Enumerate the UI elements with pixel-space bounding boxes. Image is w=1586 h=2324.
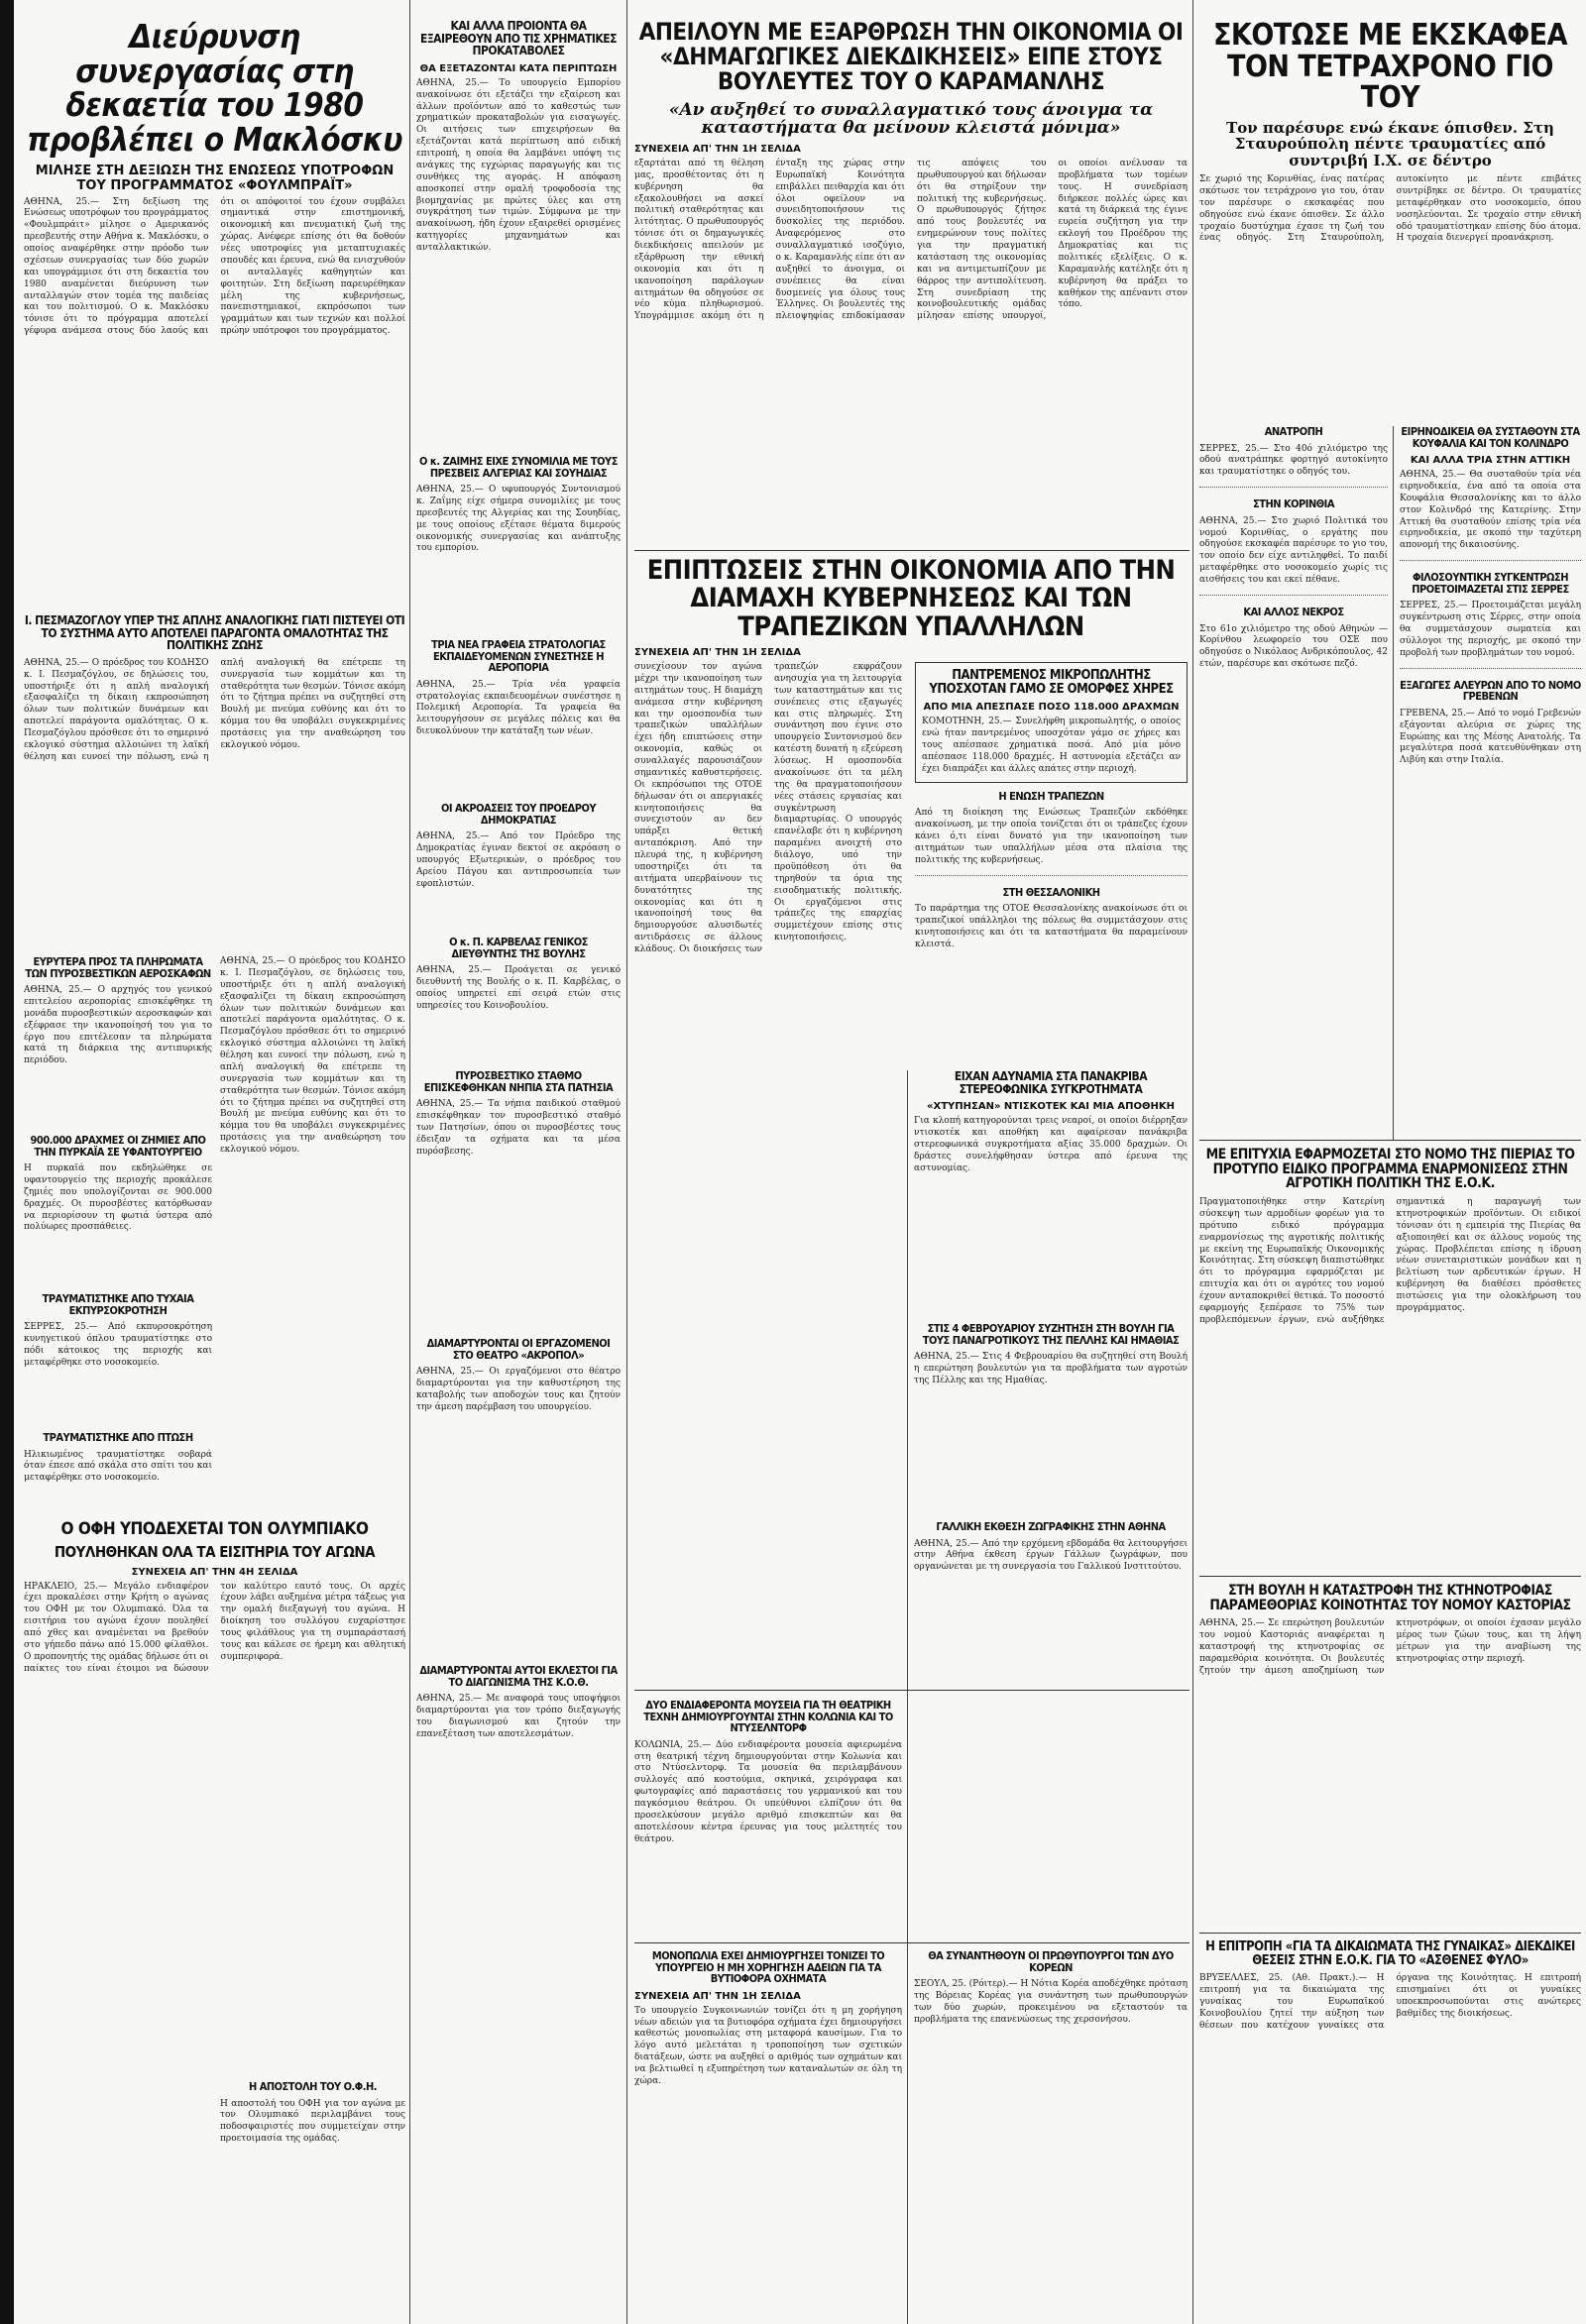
article-ofi: [24, 1521, 405, 2076]
divider: [1400, 668, 1581, 672]
headline: ΜΕ ΕΠΙΤΥΧΙΑ ΕΦΑΡΜΟΖΕΤΑΙ ΣΤΟ ΝΟΜΟ ΤΗΣ ΠΙΕΡΙΑΣ ΤΟ ΠΡΟΤΥΠΟ ΕΙΔΙΚΟ ΠΡΟΓΡΑΜΜΑ ΕΝΑΡΜΟΝΙΣΕΩΣ ΣΤΗΝ ΑΓΡΟΤΙΚΗ ΠΟΛΙΤΙΚΗ ΤΗΣ Ε.Ο.Κ.: [1205, 1148, 1575, 1192]
article-body: εξαρτάται από τη θέληση μας, προσθέτοντας ότι η κυβέρνηση θα εξακολουθήσει να ασκεί πολιτική σταθερότητας και λιτότητας. Ο πρωθυπουργός τόνισε ότι οι δημαγωγικές διεκδικήσεις απειλούν με εξάρθρωση την εθνική οικονομία και ότι η ικανοποίηση παράλογων αιτημάτων θα οδηγούσε σε νέο κύμα πληθωρισμού. Υπογράμμισε ακόμη ότι η ένταξη της χώρας στην Ευρωπαϊκή Κοινότητα επιβάλλει πειθαρχία και ότι όλοι οφείλουν να συνειδητοποιήσουν τις δυσκολίες της περιόδου. Αναφερόμενος στο συναλλαγματικό ισοζύγιο, ο κ. Καραμανλής είπε ότι αν αυξηθεί το άνοιγμα, οι συνέπειες θα είναι δυσμενείς για όλους τους Έλληνες. Οι βουλευτές της πλειοψηφίας επιδοκίμασαν τις απόψεις του πρωθυπουργού και δήλωσαν ότι θα στηρίξουν την πολιτική της κυβερνήσεως. Ο πρωθυπουργός ζήτησε από τους βουλευτές να ενημερώνουν τους πολίτες για την πραγματική κατάσταση της οικονομίας και να αντιμετωπίζουν με θάρρος την αντιπολίτευση. Στη συνεδρίαση της κοινοβουλευτικής ομάδας μίλησαν επίσης υπουργοί, οι οποίοι ανέλυσαν τα προβλήματα των τομέων τους. Η συνεδρίαση διήρκεσε πολλές ώρες και κατά τη διάρκειά της έγινε ευρεία συζήτηση για την εκλογή του Προέδρου της Δημοκρατίας και τις πολιτικές εξελίξεις. Ο κ. Καραμανλής κατέληξε ότι η κυβέρνηση θα πράξει το καθήκον της απέναντι στον τόπο.: [634, 158, 1188, 322]
headline-alevra: ΕΞΑΓΩΓΕΣ ΑΛΕΥΡΩΝ ΑΠΟ ΤΟ ΝΟΜΟ ΓΡΕΒΕΝΩΝ: [1400, 678, 1581, 704]
headline: ΜΟΝΟΠΩΛΙΑ ΕΧΕΙ ΔΗΜΙΟΥΡΓΗΣΕΙ ΤΟΝΙΖΕΙ ΤΟ ΥΠΟΥΡΓΕΙΟ Η ΜΗ ΧΟΡΗΓΗΣΗ ΑΔΕΙΩΝ ΓΙΑ ΤΑ ΒΥΤΙΟΦΟΡΑ ΟΧΗΜΑΤΑ: [651, 1950, 885, 1986]
article-body: ΚΟΜΟΤΗΝΗ, 25.— Συνελήφθη μικροπωλητής, ο οποίος ενώ ήταν παντρεμένος υποσχόταν γάμο σε χήρες και τους απέσπασε χρηματικά ποσά. Από μία μόνο απέσπασε 118.000 δραχμές. Η αστυνομία εξετάζει αν έχει διαπράξει και άλλες απάτες στην περιοχή.: [922, 717, 1181, 774]
divider: [1199, 487, 1388, 491]
article-body: Πραγματοποιήθηκε στην Κατερίνη σύσκεψη των αρμοδίων φορέων για το πρότυπο ειδικό πρόγραμμα εναρμονίσεως της αγροτικής πολιτικής με εκείνη της Ευρωπαϊκής Οικονομικής Κοινότητας. Στη σύσκεψη διαπιστώθηκε ότι το πρόγραμμα εφαρμόζεται με επιτυχία και ότι οι αγρότες του νομού έχουν ανταποκριθεί θετικά. Το ποσοστό εφαρμογής ξεπέρασε το 75% των προβλεπόμενων έργων, ενώ αυξήθηκε σημαντικά η παραγωγή των κτηνοτροφικών προϊόντων. Οι ειδικοί τόνισαν ότι η εμπειρία της Πιερίας θα αξιοποιηθεί και σε άλλους νομούς της χώρας. Προβλέπεται επίσης η ίδρυση νέων συνεταιριστικών μονάδων και η βελτίωση των αρδευτικών έργων. Η κυβέρνηση θα διαθέσει πρόσθετες πιστώσεις για την ολοκλήρωση του προγράμματος.: [1199, 1197, 1581, 1325]
continuation-note: ΣΥΝΕΧΕΙΑ ΑΠ' ΤΗΝ 4Η ΣΕΛΙΔΑ: [131, 1566, 298, 1578]
article-pieria: [1199, 1148, 1581, 1572]
headline: Η ΑΠΟΣΤΟΛΗ ΤΟΥ Ο.Φ.Η.: [248, 2081, 378, 2093]
article-pyrosvestikos: [416, 1070, 621, 1328]
side-stories: [915, 662, 1188, 951]
article-panakrivia: [914, 1070, 1188, 1313]
article-body-korinthia: ΑΘΗΝΑ, 25.— Στο χωριό Πολιτικά του νομού Κορινθίας, ο εργάτης που οδηγούσε εκσκαφέα παρέσυρε το γιο του, τον οποίο δεν είχε αντιληφθεί. Το παιδί μεταφέρθηκε στο νοσοκομείο χωρίς τις αισθήσεις του και εκεί πέθανε.: [1199, 515, 1388, 586]
article-akropoli: [416, 1338, 621, 1655]
article-body-enosi: Από τη διοίκηση της Ενώσεως Τραπεζών εκδόθηκε ανακοίνωση, με την οποία τονίζεται ότι οι τράπεζες έχουν κάνει ό,τι είναι δυνατό για την ικανοποίηση των αιτημάτων των υπαλλήλων μέσα στα πλαίσια της πολιτικής της κυβερνήσεως.: [915, 808, 1188, 865]
article-body: ΑΘΗΝΑ, 25.— Το υπουργείο Εμπορίου ανακοίνωσε ότι εξετάζει την εξαίρεση και άλλων προϊόντων από το καθεστώς των χρηματικών προκαταβολών για εισαγωγές. Οι αιτήσεις των επιχειρήσεων θα εξετάζονται κατά περίπτωση από ειδική επιτροπή, η οποία θα λαμβάνει υπόψη τις ανάγκες της εγχώριας παραγωγής και τις συνθήκες της αγοράς. Η απόφαση αποσκοπεί στην ομαλή τροφοδοσία της βιομηχανίας με πρώτες ύλες και στη συγκράτηση των τιμών. Σύμφωνα με την ανακοίνωση, ήδη έχουν εξαιρεθεί ορισμένες κατηγορίες μηχανημάτων και ανταλλακτικών.: [416, 77, 621, 254]
kicker: «ΧΤΥΠΗΣΑΝ» ΝΤΙΣΚΟΤΕΚ ΚΑΙ ΜΙΑ ΑΠΟΘΗΚΗ: [927, 1101, 1175, 1113]
headline-enosi: Η ΕΝΩΣΗ ΤΡΑΠΕΖΩΝ: [998, 789, 1104, 803]
column-rule: [1393, 426, 1394, 1140]
headline: ΔΙΑΜΑΡΤΥΡΟΝΤΑΙ ΟΙ ΕΡΓΑΖΟΜΕΝΟΙ ΣΤΟ ΘΕΑΤΡΟ «ΑΚΡΟΠΟΛ»: [426, 1338, 611, 1362]
article-body: ΑΘΗΝΑ, 25.— Με αναφορά τους υποψήφιοι διαμαρτύρονται για τον τρόπο διεξαγωγής του διαγωνισμού και ζητούν την επανεξέταση των αποτελεσμάτων.: [416, 1694, 621, 1739]
continuation-note: ΣΥΝΕΧΕΙΑ ΑΠ' ΤΗΝ 1Η ΣΕΛΙΔΑ: [634, 143, 801, 155]
article-body: συνεχίσουν τον αγώνα μέχρι την ικανοποίηση των αιτημάτων τους. Η διαμάχη ανάμεσα στην κυβέρνηση και την ομοσπονδία των τραπεζικών υπαλλήλων έχει ήδη επιπτώσεις στην οικονομία, καθώς οι συναλλαγές παρουσιάζουν σημαντικές καθυστερήσεις. Οι εκπρόσωποι της ΟΤΟΕ δήλωσαν ότι οι απεργιακές κινητοποιήσεις θα συνεχιστούν αν δεν υπάρξει θετική ανταπόκριση. Από την πλευρά της, η κυβέρνηση υποστηρίζει ότι τα αιτήματα υπερβαίνουν τις δυνατότητες της οικονομίας και ότι η ικανοποίησή τους θα δημιουργούσε αλυσιδωτές αντιδράσεις σε άλλους κλάδους. Οι διοικήσεις των τραπεζών εκφράζουν ανησυχία για τη λειτουργία των καταστημάτων και τις συνέπειες στις εξαγωγές και στις πληρωμές. Στη συνάντηση που έγινε στο υπουργείο Συντονισμού δεν κατέστη δυνατή η εξεύρεση λύσεως. Η ομοσπονδία ανακοίνωσε ότι τα μέλη της θα πραγματοποιήσουν νέες στάσεις εργασίας και συγκέντρωση διαμαρτυρίας. Ο υπουργός επανέλαβε ότι η κυβέρνηση παραμένει ανοιχτή στο διάλογο, υπό την προϋπόθεση ότι θα τηρηθούν τα όρια της εισοδηματικής πολιτικής. Οι εργαζόμενοι στις τράπεζες της επαρχίας συμμετέχουν επίσης στις κινητοποιήσεις.: [634, 662, 902, 955]
headline: ΕΙΧΑΝ ΑΔΥΝΑΜΙΑ ΣΤΑ ΠΑΝΑΚΡΙΒΑ ΣΤΕΡΕΟΦΩΝΙΚΑ ΣΥΓΚΡΟΤΗΜΑΤΑ: [954, 1070, 1148, 1096]
headline: ΔΥΟ ΕΝΔΙΑΦΕΡΟΝΤΑ ΜΟΥΣΕΙΑ ΓΙΑ ΤΗ ΘΕΑΤΡΙΚΗ ΤΕΧΝΗ ΔΗΜΙΟΥΡΓΟΥΝΤΑΙ ΣΤΗΝ ΚΟΛΩΝΙΑ ΚΑΙ ΤΟ ΝΤΥΣΕΛΝΤΟΡΦ: [643, 1700, 893, 1735]
headline: ΑΠΕΙΛΟΥΝ ΜΕ ΕΞΑΡΘΡΩΣΗ ΤΗΝ ΟΙΚΟΝΟΜΙΑ ΟΙ «ΔΗΜΑΓΩΓΙΚΕΣ ΔΙΕΚΔΙΚΗΣΕΙΣ» ΕΙΠΕ ΣΤΟΥΣ ΒΟΥΛΕΥΤΕΣ ΤΟΥ Ο ΚΑΡΑΜΑΝΛΗΣ: [638, 20, 1184, 96]
kicker: ΑΠΟ ΜΙΑ ΑΠΕΣΠΑΣΕ ΠΟΣΟ 118.000 ΔΡΑΧΜΩΝ: [923, 702, 1180, 714]
article-body: ΒΡΥΞΕΛΛΕΣ, 25. (Αθ. Πρακτ.).— Η επιτροπή για τα δικαιώματα της γυναίκας του Ευρωπαϊκού Κοινοβουλίου ζητεί την αύξηση των θέσεων που κατέχουν γυναίκες στα όργανα της Κοινότητας. Η επιτροπή επισημαίνει ότι οι γυναίκες υποεκπροσωπούνται στις ανώτερες βαθμίδες της διοικήσεως.: [1199, 1973, 1581, 2031]
subheadline: ΜΙΛΗΣΕ ΣΤΗ ΔΕΞΙΩΣΗ ΤΗΣ ΕΝΩΣΕΩΣ ΥΠΟΤΡΟΦΩΝ ΤΟΥ ΠΡΟΓΡΑΜΜΑΤΟΣ «ΦΟΥΛΜΠΡΑΪΤ»: [35, 163, 395, 193]
headline: ΘΑ ΣΥΝΑΝΤΗΘΟΥΝ ΟΙ ΠΡΩΘΥΠΟΥΡΓΟΙ ΤΩΝ ΔΥΟ ΚΟΡΕΩΝ: [928, 1950, 1174, 1974]
article-body: Για κλοπή κατηγορούνται τρεις νεαροί, οι οποίοι διέρρηξαν ντισκοτέκ και αποθήκη και αφαίρεσαν πανάκριβα στερεοφωνικά συγκροτήματα αξίας 35.000 δραχμών. Οι δράστες συνελήφθησαν ύστερα από έρευνα της αστυνομίας.: [914, 1116, 1188, 1173]
article-separator: [634, 550, 1190, 551]
headline: ΤΡΑΥΜΑΤΙΣΤΗΚΕ ΑΠΟ ΤΥΧΑΙΑ ΕΚΠΥΡΣΟΚΡΟΤΗΣΗ: [42, 1293, 194, 1317]
divider: [915, 875, 1188, 879]
headline-filologiki: ΦΙΛΟΣΟΥΝΤΙΚΗ ΣΥΓΚΕΝΤΡΩΣΗ ΠΡΟΕΤΟΙΜΑΖΕΤΑΙ ΣΤΙΣ ΣΕΡΡΕΣ: [1412, 571, 1569, 596]
page-spine: [0, 0, 14, 2324]
subheadline: ΠΟΥΛΗΘΗΚΑΝ ΟΛΑ ΤΑ ΕΙΣΙΤΗΡΙΑ ΤΟΥ ΑΓΩΝΑ: [54, 1542, 376, 1561]
article-separator: [634, 1942, 1190, 1943]
article-skotose: [1199, 20, 1581, 421]
article-separator: [1199, 1933, 1581, 1934]
article-body: ΑΘΗΝΑ, 25.— Ο πρόεδρος του ΚΟΔΗΣΟ κ. Ι. Πεσμαζόγλου, σε δηλώσεις του, υποστήριξε ότι η απλή αναλογική εξασφαλίζει τη δίκαιη εκπροσώπηση όλων των πολιτικών δυνάμεων και αποτελεί παράγοντα ομαλότητας. Ο κ. Πεσμαζόγλου πρόσθεσε ότι το σημερινό εκλογικό σύστημα αλλοιώνει τη λαϊκή θέληση και ευνοεί την πόλωση, ενώ η απλή αναλογική θα επέτρεπε τη συνεργασία των κομμάτων και τη σταθερότητα των θεσμών. Τόνισε ακόμη ότι το ζήτημα πρέπει να συζητηθεί στη Βουλή με πνεύμα ευθύνης και ότι το κόμμα του θα υποβάλει συγκεκριμένες προτάσεις για την αναθεώρηση του εκλογικού νόμου.: [220, 956, 405, 1155]
article-separator: [1199, 1140, 1581, 1141]
article-body: Ηλικιωμένος τραυματίστηκε σοβαρά όταν έπεσε από σκάλα στο σπίτι του και μεταφέρθηκε στο νοσοκομείο.: [24, 1449, 212, 1484]
article-body: ΑΘΗΝΑ, 25.— Σε επερώτηση βουλευτών του νομού Καστοριάς αναφέρεται η καταστροφή της κτηνοτροφίας σε παραμεθόρια κοινότητα. Οι βουλευτές ζητούν την άμεση αποζημίωση των κτηνοτρόφων, οι οποίοι έχασαν μεγάλο μέρος των ζώων τους, και τη λήψη μέτρων για την αναβίωση της κτηνοτροφίας στην περιοχή.: [1199, 1618, 1581, 1676]
article-karamanlis: [634, 20, 1188, 543]
headline: ΣΤΙΣ 4 ΦΕΒΡΟΥΑΡΙΟΥ ΣΥΖΗΤΗΣΗ ΣΤΗ ΒΟΥΛΗ ΓΙΑ ΤΟΥΣ ΠΑΝΑΓΡΟΤΙΚΟΥΣ ΤΗΣ ΠΕΛΛΗΣ ΚΑΙ ΗΜΑΘΙΑΣ: [922, 1323, 1180, 1347]
headline: ΠΑΝΤΡΕΜΕΝΟΣ ΜΙΚΡΟΠΩΛΗΤΗΣ ΥΠΟΣΧΟΤΑΝ ΓΑΜΟ ΣΕ ΟΜΟΡΦΕΣ ΧΗΡΕΣ: [929, 668, 1174, 697]
headline: Η ΕΠΙΤΡΟΠΗ «ΓΙΑ ΤΑ ΔΙΚΑΙΩΜΑΤΑ ΤΗΣ ΓΥΝΑΙΚΑΣ» ΔΙΕΚΔΙΚΕΙ ΘΕΣΕΙΣ ΣΤΗΝ Ε.Ο.Κ. ΓΙΑ ΤΟ «ΑΣΘΕΝΕΣ ΦΥΛΟ»: [1205, 1940, 1575, 1968]
article-pella: [914, 1323, 1188, 1511]
headline: ΕΥΡΥΤΕΡΑ ΠΡΟΣ ΤΑ ΠΛΗΡΩΜΑΤΑ ΤΩΝ ΠΥΡΟΣΒΕΣΤΙΚΩΝ ΑΕΡΟΣΚΑΦΩΝ: [25, 956, 211, 980]
continuation-note: ΣΥΝΕΧΕΙΑ ΑΠ' ΤΗΝ 1Η ΣΕΛΙΔΑ: [634, 647, 801, 659]
article-body: ΚΟΛΩΝΙΑ, 25.— Δύο ενδιαφέροντα μουσεία αφιερωμένα στη θεατρική τέχνη δημιουργούνται στην Κολωνία και στο Ντύσελντορφ. Τα μουσεία θα περιλαμβάνουν συλλογές από κοστούμια, σκηνικά, χειρόγραφα και φωτογραφίες από παραστάσεις του γερμανικού και του παγκόσμιου θεάτρου. Οι υπεύθυνοι ελπίζουν ότι θα προσελκύσουν μεγάλο αριθμό επισκεπτών και θα αποτελέσουν κέντρα έρευνας για τους μελετητές του θεάτρου.: [634, 1739, 902, 1844]
article-koreia: [914, 1950, 1188, 2317]
article-body: ΑΘΗΝΑ, 25.— Ο υφυπουργός Συντονισμού κ. Ζαΐμης είχε σήμερα συνομιλίες με τους πρεσβευτές της Αλγερίας και της Σουηδίας, με τους οποίους εξέτασε θέματα διμερούς οικονομικής συνεργασίας και ανάπτυξης του εμπορίου.: [416, 485, 621, 554]
article-body-nekros: Στο 61ο χιλιόμετρο της οδού Αθηνών — Κορίνθου λεωφορείο του ΟΣΕ που οδηγούσε ο Νικόλαος Ανδρικόπουλος, 42 ετών, παρέσυρε και σκότωσε πεζό.: [1199, 623, 1388, 670]
article-body: Σε χωριό της Κορινθίας, ένας πατέρας σκότωσε τον τετράχρονο γιο του, όταν τον παρέσυρε ο εκσκαφέας που οδηγούσε ενώ έκανε όπισθεν. Σε άλλο τροχαίο δυστύχημα έχασε τη ζωή του ένας οδηγός. Στη Σταυρούπολη, αυτοκίνητο με πέντε επιβάτες συντρίβηκε σε δέντρο. Οι τραυματίες μεταφέρθηκαν στο νοσοκομείο, όπου νοσηλεύονται. Σε τροχαίο στην εθνική οδό τραυματίστηκαν επίσης δύο άτομα. Η τροχαία διενεργεί προανάκριση.: [1199, 174, 1581, 244]
article-body: ΑΘΗΝΑ, 25.— Τα νήπια παιδικού σταθμού επισκέφθηκαν τον πυροσβεστικό σταθμό των Πατησίων, όπου οι πυροσβέστες τους έδειξαν τα οχήματα και τα μέσα πυρόσβεσης.: [416, 1099, 621, 1157]
article-travmatismos-2: [24, 1432, 212, 1511]
headline: 900.000 ΔΡΑΧΜΕΣ ΟΙ ΖΗΜΙΕΣ ΑΠΟ ΤΗΝ ΠΥΡΚΑΪΑ ΣΕ ΥΦΑΝΤΟΥΡΓΕΙΟ: [30, 1135, 206, 1159]
article-body: ΣΕΡΡΕΣ, 25.— Από εκπυρσοκρότηση κυνηγετικού όπλου τραυματίστηκε στο πόδι κάτοικος της περιοχής και μεταφέρθηκε στο νοσοκομείο.: [24, 1322, 212, 1368]
article-mouseia: [634, 1700, 902, 1937]
article-peismazoglou: [24, 614, 405, 951]
article-daneia-continuation: [220, 956, 405, 1511]
article-body: ΣΕΟΥΛ, 25. (Ρόιτερ).— Η Νότια Κορέα αποδέχθηκε πρόταση της Βόρειας Κορέας για συνάντηση των πρωθυπουργών των δύο χωρών, προκειμένου να εξεταστούν τα προβλήματα της επανενώσεως της χερσονήσου.: [914, 1979, 1188, 2025]
column-rule: [409, 0, 410, 2324]
article-body-filologiki: ΣΕΡΡΕΣ, 25.— Προετοιμάζεται μεγάλη συγκέντρωση στις Σέρρες, στην οποία θα συμμετάσχουν σωματεία και σύλλογοι της περιοχής, με σκοπό την προβολή των προβλημάτων του νομού.: [1400, 601, 1581, 658]
column-rule: [1192, 0, 1193, 2324]
subheadline: «Αν αυξηθεί το συναλλαγματικό τους άνοιγμα τα καταστήματα θα μείνουν κλειστά μόνιμα»: [668, 99, 1154, 139]
headline-eirinodikeia: ΕΙΡΗΝΟΔΙΚΕΙΑ ΘΑ ΣΥΣΤΑΘΟΥΝ ΣΤΑ ΚΟΥΦΑΛΙΑ ΚΑΙ ΤΟΝ ΚΟΛΙΝΔΡΟ: [1401, 426, 1580, 450]
article-body: ΑΘΗΝΑ, 25.— Από τον Πρόεδρο της Δημοκρατίας έγιναν δεκτοί σε ακρόαση ο υπουργός Εξωτερικών, ο πρόεδρος του Αρείου Πάγου και αντιπροσωπεία των εφοπλιστών.: [416, 831, 621, 889]
headline: Διεύρυνση συνεργασίας στη δεκαετία του 1980 προβλέπει ο Μακλόσκυ: [27, 20, 402, 159]
headline: Ο ΟΦΗ ΥΠΟΔΕΧΕΤΑΙ ΤΟΝ ΟΛΥΜΠΙΑΚΟ: [60, 1521, 369, 1539]
article-body-thessaloniki: Το παράρτημα της ΟΤΟΕ Θεσσαλονίκης ανακοίνωσε ότι οι τραπεζικοί υπάλληλοι της πόλεως θα συμμετάσχουν στις κινητοποιήσεις και ότι τα καταστήματα θα παραμείνουν κλειστά.: [915, 904, 1188, 949]
article-body: ΑΘΗΝΑ, 25.— Στις 4 Φεβρουαρίου θα συζητηθεί στη Βουλή η επερώτηση βουλευτών για τα προβλήματα των αγροτών της Πέλλης και της Ημαθίας.: [914, 1352, 1188, 1385]
kicker: ΘΑ ΕΞΕΤΑΖΟΝΤΑΙ ΚΑΤΑ ΠΕΡΙΠΤΩΣΗ: [419, 62, 618, 74]
headline: ΠΥΡΟΣΒΕΣΤΙΚΟ ΣΤΑΘΜΟ ΕΠΙΣΚΕΦΘΗΚΑΝ ΝΗΠΙΑ ΣΤΑ ΠΑΤΗΣΙΑ: [423, 1070, 614, 1094]
article-body-eirinodikeia: ΑΘΗΝΑ, 25.— Θα συσταθούν τρία νέα ειρηνοδικεία, ένα από τα οποία στα Κουφάλια Θεσσαλονίκης και το άλλο στον Κολινδρό της Κατερίνης. Στην Αττική θα συσταθούν επίσης τρία νέα ειρηνοδικεία, με σκοπό την ταχύτερη απονομή της δικαιοσύνης.: [1400, 470, 1581, 551]
headline: ΔΙΑΜΑΡΤΥΡΟΝΤΑΙ ΑΥΤΟΙ ΕΚΛΕΣΤΟΙ ΓΙΑ ΤΟ ΔΙΑΓΩΝΙΣΜΑ ΤΗΣ Κ.Ο.Θ.: [419, 1665, 618, 1689]
article-zaimis: [416, 456, 621, 629]
headline: Ο κ. Π. ΚΑΡΒΕΛΑΣ ΓΕΝΙΚΟΣ ΔΙΕΥΘΥΝΤΗΣ ΤΗΣ ΒΟΥΛΗΣ: [449, 937, 588, 960]
article-body-alevra: ΓΡΕΒΕΝΑ, 25.— Από το νομό Γρεβενών εξάγονται αλεύρια σε χώρες της Ευρώπης και της Μέσης Ανατολής. Τα μεγαλύτερα ποσά κατευθύνθηκαν στη Λιβύη και στην Ιταλία.: [1400, 708, 1581, 766]
article-body: Η πυρκαϊά που εκδηλώθηκε σε υφαντουργείο της περιοχής προκάλεσε ζημιές που υπολογίζονται σε 900.000 δραχμές. Οι πυροσβέστες κατόρθωσαν να περιορίσουν τη φωτιά ύστερα από πολύωρες προσπάθειες.: [24, 1163, 212, 1233]
kicker-eirinodikeia: ΚΑΙ ΑΛΛΑ ΤΡΙΑ ΣΤΗΝ ΑΤΤΙΚΗ: [1410, 455, 1571, 467]
article-travmatismos-1: [24, 1293, 212, 1422]
headline: ΓΑΛΛΙΚΗ ΕΚΘΕΣΗ ΖΩΓΡΑΦΙΚΗΣ ΣΤΗΝ ΑΘΗΝΑ: [936, 1521, 1166, 1533]
divider: [1400, 560, 1581, 564]
article-separator: [634, 1690, 1190, 1691]
headline-korinthia: ΣΤΗΝ ΚΟΡΙΝΘΙΑ: [1252, 498, 1335, 511]
headline-nekros: ΚΑΙ ΑΛΛΟΣ ΝΕΚΡΟΣ: [1243, 605, 1344, 618]
column-rule: [626, 0, 627, 2324]
headline-thessaloniki: ΣΤΗ ΘΕΣΣΑΛΟΝΙΚΗ: [1002, 885, 1100, 899]
article-body: ΑΘΗΝΑ, 25.— Οι εργαζόμενοι στο θέατρο διαμαρτύρονται για την καθυστέρηση της καταβολής των αποδοχών τους και ζητούν την άμεση παρέμβαση του υπουργείου.: [416, 1367, 621, 1412]
headline: ΟΙ ΑΚΡΟΑΣΕΙΣ ΤΟΥ ΠΡΟΕΔΡΟΥ ΔΗΜΟΚΡΑΤΙΑΣ: [440, 803, 597, 827]
article-galliki: [914, 1521, 1188, 1685]
article-body: ΑΘΗΝΑ, 25.— Από την ερχόμενη εβδομάδα θα λειτουργήσει στην Αθήνα έκθεση έργων Γάλλων ζωγράφων, που οργανώνεται με τη συνεργασία του Γαλλικού Ινστιτούτου.: [914, 1538, 1188, 1573]
headline: ΣΤΗ ΒΟΥΛΗ Η ΚΑΤΑΣΤΡΟΦΗ ΤΗΣ ΚΤΗΝΟΤΡΟΦΙΑΣ ΠΑΡΑΜΕΘΟΡΙΑΣ ΚΟΙΝΟΤΗΤΑΣ ΤΟΥ ΝΟΜΟΥ ΚΑΣΤΟΡΙΑΣ: [1209, 1584, 1571, 1613]
article-akroaseis: [416, 803, 621, 927]
headline: ΣΚΟΤΩΣΕ ΜΕ ΕΚΣΚΑΦΕΑ ΤΟΝ ΤΕΤΡΑΧΡΟΝΟ ΓΙΟ ΤΟΥ: [1212, 20, 1567, 115]
subheadline: Τον παρέσυρε ενώ έκανε όπισθεν. Στη Σταυρούπολη πέντε τραυματίες από συντριβή Ι.Χ. σε δέντρο: [1226, 118, 1554, 169]
article-body: Η αποστολή του ΟΦΗ για τον αγώνα με τον Ολυμπιακό περιλαμβάνει τους ποδοσφαιριστές που συμμετείχαν στην προετοιμασία της ομάδας.: [220, 2098, 405, 2145]
headline: Ι. ΠΕΣΜΑΖΟΓΛΟΥ ΥΠΕΡ ΤΗΣ ΑΠΛΗΣ ΑΝΑΛΟΓΙΚΗΣ ΓΙΑΤΙ ΠΙΣΤΕΥΕΙ ΟΤΙ ΤΟ ΣΥΣΤΗΜΑ ΑΥΤΟ ΑΠΟΤΕΛΕΙ ΠΑΡΑΓΟΝΤΑ ΟΜΑΛΟΤΗΤΑΣ ΤΗΣ ΠΟΛΙΤΙΚΗΣ ΖΩΗΣ: [24, 614, 405, 653]
headline: Ο κ. ΖΑΪΜΗΣ ΕΙΧΕ ΣΥΝΟΜΙΛΙΑ ΜΕ ΤΟΥΣ ΠΡΕΣΒΕΙΣ ΑΛΓΕΡΙΑΣ ΚΑΙ ΣΟΥΗΔΙΑΣ: [419, 456, 618, 480]
headline: ΕΠΙΠΤΩΣΕΙΣ ΣΤΗΝ ΟΙΚΟΝΟΜΙΑ ΑΠΟ ΤΗΝ ΔΙΑΜΑΧΗ ΚΥΒΕΡΝΗΣΕΩΣ ΚΑΙ ΤΩΝ ΤΡΑΠΕΖΙΚΩΝ ΥΠΑΛΛΗΛΩΝ: [646, 557, 1176, 642]
right-subcolumn-left: [1199, 426, 1388, 1135]
headline: ΤΡΑΥΜΑΤΙΣΤΗΚΕ ΑΠΟ ΠΤΩΣΗ: [43, 1432, 193, 1444]
article-daneia: [416, 20, 621, 446]
headline: ΚΑΙ ΑΛΛΑ ΠΡΟΪΟΝΤΑ ΘΑ ΕΞΑΙΡΕΘΟΥΝ ΑΠΟ ΤΙΣ ΧΡΗΜΑΤΙΚΕΣ ΠΡΟΚΑΤΑΒΟΛΕΣ: [419, 20, 618, 58]
article-body: ΑΘΗΝΑ, 25.— Ο αρχηγός του γενικού επιτελείου αεροπορίας επισκέφθηκε τη μονάδα πυροσβεστικών αεροσκαφών και εξέφρασε την ικανοποίησή του για το έργο που επιτέλεσαν τα πληρώματα κατά τη διάρκεια της αντιπυρικής περιόδου.: [24, 985, 212, 1066]
article-body: ΑΘΗΝΑ, 25.— Ο πρόεδρος του ΚΟΔΗΣΟ κ. Ι. Πεσμαζόγλου, σε δηλώσεις του, υποστήριξε ότι η απλή αναλογική εξασφαλίζει τη δίκαιη εκπροσώπηση όλων των πολιτικών δυνάμεων και αποτελεί παράγοντα ομαλότητας. Ο κ. Πεσμαζόγλου πρόσθεσε ότι το σημερινό εκλογικό σύστημα αλλοιώνει τη λαϊκή θέληση και ευνοεί την πόλωση, ενώ η απλή αναλογική θα επέτρεπε τη συνεργασία των κομμάτων και τη σταθερότητα των θεσμών. Τόνισε ακόμη ότι το ζήτημα πρέπει να συζητηθεί στη Βουλή με πνεύμα ευθύνης και ότι το κόμμα του θα υποβάλει συγκεκριμένες προτάσεις για την αναθεώρηση του εκλογικού νόμου.: [24, 657, 405, 762]
article-body: ΑΘΗΝΑ, 25.— Στη δεξίωση της Ενώσεως υποτρόφων του προγράμματος «Φουλμπράιτ» μίλησε ο Αμερικανός πρεσβευτής στην Αθήνα κ. Μακλόσκυ, ο οποίος αναφέρθηκε στην πρόοδο των σχέσεων συνεργασίας των δύο χωρών και υπογράμμισε ότι στη δεκαετία του 1980 αναμένεται διεύρυνση των ανταλλαγών στον τομέα της παιδείας και του πολιτισμού. Ο κ. Μακλόσκυ τόνισε ότι το πρόγραμμα αποτελεί γέφυρα ανάμεσα στους δύο λαούς και ότι οι απόφοιτοί του έχουν συμβάλει σημαντικά στην επιστημονική, οικονομική και πνευματική ζωή της χώρας. Ανέφερε επίσης ότι θα δοθούν νέες υποτροφίες για μεταπτυχιακές σπουδές και έρευνα, ενώ θα ενισχυθούν οι ανταλλαγές καθηγητών και φοιτητών. Στη δεξίωση παρευρέθηκαν μέλη της κυβερνήσεως, πανεπιστημιακοί, εκπρόσωποι των γραμμάτων και των τεχνών και πολλοί πρώην υπότροφοι του προγράμματος.: [24, 196, 405, 337]
article-karvelas: [416, 937, 621, 1060]
headline-anatoli: ΑΝΑΤΡΟΠΗ: [1264, 426, 1323, 438]
article-separator: [1199, 1576, 1581, 1577]
article-kod: [416, 1665, 621, 2309]
divider: [1199, 595, 1388, 599]
article-oapostolis: [220, 2081, 405, 2314]
headline: ΤΡΙΑ ΝΕΑ ΓΡΑΦΕΙΑ ΣΤΡΑΤΟΛΟΓΙΑΣ ΕΚΠΑΙΔΕΥΟΜΕΝΩΝ ΣΥΝΕΣΤΗΣΕ Η ΑΕΡΟΠΟΡΙΑ: [431, 639, 606, 675]
article-body: ΑΘΗΝΑ, 25.— Προάγεται σε γενικό διευθυντή της Βουλής ο κ. Π. Καρβέλας, ο οποίος υπηρετεί επί σειρά ετών στις υπηρεσίες του Κοινοβουλίου.: [416, 965, 621, 1011]
article-zimies: [24, 1135, 212, 1283]
article-makloski: [24, 20, 405, 605]
article-kastoria: [1199, 1584, 1581, 1929]
article-panteremenos: [915, 662, 1188, 783]
article-body-anatoli: ΣΕΡΡΕΣ, 25.— Στο 40ό χιλιόμετρο της οδού ανατράπηκε φορτηγό αυτοκίνητο και τραυματίστηκε ο οδηγός του.: [1199, 443, 1388, 478]
continuation-note: ΣΥΝΕΧΕΙΑ ΑΠ' ΤΗΝ 1Η ΣΕΛΙΔΑ: [634, 1990, 801, 2002]
article-gynaikes: [1199, 1940, 1581, 2317]
article-monopolia: [634, 1950, 902, 2317]
article-body: ΗΡΑΚΛΕΙΟ, 25.— Μεγάλο ενδιαφέρον έχει προκαλέσει στην Κρήτη ο αγώνας του ΟΦΗ με τον Ολυμπιακό. Όλα τα εισιτήρια του αγώνα έχουν πουληθεί από χθες και αναμένεται να βρεθούν στο γήπεδο πάνω από 15.000 φίλαθλοι. Ο προπονητής της ομάδας δήλωσε ότι οι παίκτες του είναι έτοιμοι να δώσουν τον καλύτερο εαυτό τους. Οι αρχές έχουν λάβει αυξημένα μέτρα τάξεως για την ομαλή διεξαγωγή του αγώνα. Η διοίκηση του συλλόγου ευχαρίστησε τους φιλάθλους για τη συμπαράστασή τους και κάλεσε σε ήρεμη και αθλητική συμπεριφορά.: [24, 1581, 405, 1674]
article-stratologia: [416, 639, 621, 793]
article-body: ΑΘΗΝΑ, 25.— Τρία νέα γραφεία στρατολογίας εκπαιδευομένων συνέστησε η Πολεμική Αεροπορία. Τα γραφεία θα λειτουργήσουν σε μεγάλες πόλεις και θα διευκολύνουν την κατάταξη των νέων.: [416, 679, 621, 737]
article-aeroskafi: [24, 956, 212, 1125]
right-subcolumn-right: [1400, 426, 1581, 1135]
article-body: Το υπουργείο Συγκοινωνιών τονίζει ότι η μη χορήγηση νέων αδειών για τα βυτιοφόρα οχήματα έχει δημιουργήσει καθεστώς μονοπωλίας στη μεταφορά καυσίμων. Για το λόγο αυτό μελετάται η τροποποίηση των σχετικών διατάξεων, ώστε να αυξηθεί ο αριθμός των οχημάτων και να βελτιωθεί η εξυπηρέτηση των καταναλωτών σε όλη τη χώρα.: [634, 2005, 902, 2086]
